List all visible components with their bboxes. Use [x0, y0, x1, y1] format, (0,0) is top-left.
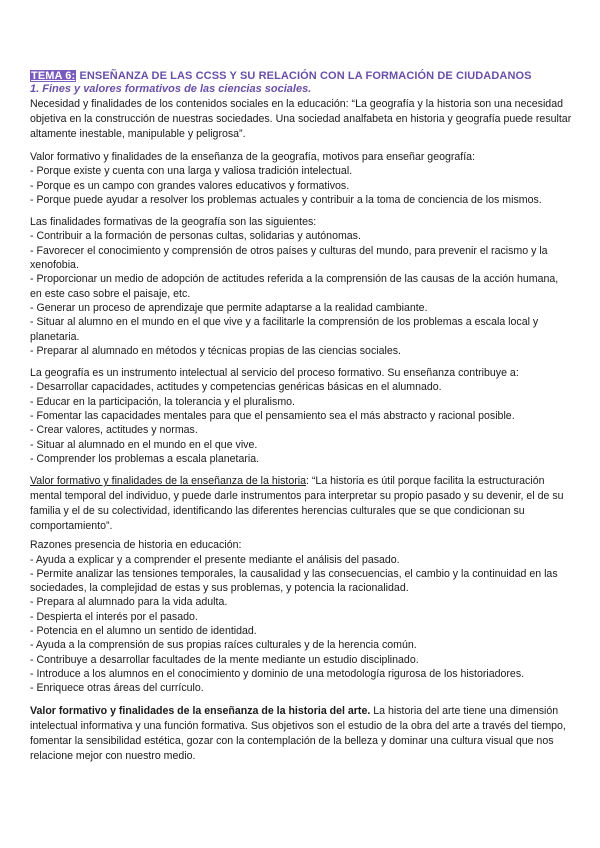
list-item: - Crear valores, actitudes y normas.	[30, 424, 198, 437]
list-item: - Favorecer el conocimiento y comprensión de otros países y culturas del mundo, para prevenir el racismo y la xenofobia.	[30, 244, 548, 272]
list-item: - Generar un proceso de aprendizaje que permite adaptarse a la realidad cambiante.	[30, 301, 428, 314]
list-item: - Contribuir a la formación de personas cultas, solidarias y autónomas.	[30, 230, 361, 243]
art-history-text: La historia del arte tiene una dimensión intelectual informativa y una función formativa. Sus objetivos son el estudio de la obra del arte a través del tiempo, fomentar la sensibilidad estética, gozar con la contemplación de la belleza y dominar una cultura visual que nos relacione mejor con nuestro medio.	[30, 704, 566, 762]
list-item: - Prepara al alumnado para la vida adulta.	[30, 596, 228, 609]
geo-goals-section	[30, 215, 572, 358]
list-item: - Desarrollar capacidades, actitudes y competencias genéricas básicas en el alumnado.	[30, 381, 442, 394]
history-values-paragraph	[30, 474, 572, 534]
geo-values-lead: Valor formativo y finalidades de la enseñanza de la geografía, motivos para enseñar geografía:	[30, 151, 476, 163]
list-item: - Preparar al alumnado en métodos y técnicas propias de las ciencias sociales.	[30, 344, 401, 357]
list-item: - Despierta el interés por el pasado.	[30, 610, 198, 623]
history-reasons-section	[30, 538, 572, 695]
list-item: - Proporcionar un medio de adopción de actitudes referida a la comprensión de las causas de la acción humana, en este caso sobre el paisaje, etc.	[30, 273, 559, 300]
list-item: - Introduce a los alumnos en el conocimiento y dominio de una metodología rigurosa de los historiadores.	[30, 667, 525, 680]
topic-tag: TEMA 6:	[31, 70, 76, 82]
list-item: - Porque es un campo con grandes valores educativos y formativos.	[30, 179, 350, 192]
history-values-text: : “La historia es útil porque facilita la estructuración mental temporal del individuo, y puede darle instrumentos para interpretar su propio pasado y su devenir, el de su familia y el de su colectividad, identificando las diferentes herencias culturales que se que condicionan su comportamiento”.	[30, 475, 564, 533]
history-values-heading: Valor formativo y finalidades de la enseñanza de la historia	[30, 475, 306, 488]
topic-title	[30, 70, 572, 83]
geo-instrument-section	[30, 366, 572, 466]
section-subtitle: 1. Fines y valores formativos de las ciencias sociales.	[30, 83, 312, 95]
list-item: - Enriquece otras áreas del currículo.	[30, 682, 204, 695]
topic-title-text: ENSEÑANZA DE LAS CCSS Y SU RELACIÓN CON LA FORMACIÓN DE CIUDADANOS	[76, 70, 532, 82]
list-item: - Situar al alumnado en el mundo en el que vive.	[30, 438, 258, 451]
list-item: - Porque existe y cuenta con una larga y valiosa tradición intelectual.	[30, 165, 353, 178]
intro-paragraph: Necesidad y finalidades de los contenidos sociales en la educación: “La geografía y la historia son una necesidad objetiva en la construcción de nuestras sociedades. Una sociedad analfabeta en historia y geografía puede resultar altamente inestable, manipulable y peligrosa”.	[30, 98, 572, 140]
list-item: - Comprender los problemas a escala planetaria.	[30, 452, 260, 465]
list-item: - Potencia en el alumno un sentido de identidad.	[30, 625, 257, 638]
list-item: - Porque puede ayudar a resolver los problemas actuales y contribuir a la toma de conciencia de los mismos.	[30, 193, 542, 206]
list-item: - Ayuda a la comprensión de sus propias raíces culturales y de la herencia común.	[30, 639, 417, 652]
geo-instrument-lead: La geografía es un instrumento intelectual al servicio del proceso formativo. Su enseñanza contribuye a:	[30, 367, 519, 380]
history-reasons-lead: Razones presencia de historia en educación:	[30, 539, 242, 552]
geo-goals-lead: Las finalidades formativas de la geografía son las siguientes:	[30, 216, 317, 229]
art-history-paragraph	[30, 704, 572, 764]
list-item: - Contribuye a desarrollar facultades de la mente mediante un estudio disciplinado.	[30, 653, 419, 666]
list-item: - Fomentar las capacidades mentales para que el pensamiento sea el más abstracto y racional posible.	[30, 410, 515, 423]
list-item: - Permite analizar las tensiones temporales, la causalidad y las consecuencias, el cambio y la continuidad en las sociedades, la complejidad de estas y sus problemas, y potencia la racionalidad.	[30, 567, 558, 595]
list-item: - Situar al alumno en el mundo en el que vive y a facilitarle la comprensión de los problemas a escala local y planetaria.	[30, 316, 539, 343]
list-item: - Educar en la participación, la tolerancia y el pluralismo.	[30, 395, 295, 408]
geo-values-section	[30, 150, 572, 207]
art-history-heading: Valor formativo y finalidades de la enseñanza de la historia del arte.	[30, 704, 371, 717]
list-item: - Ayuda a explicar y a comprender el presente mediante el análisis del pasado.	[30, 553, 400, 566]
